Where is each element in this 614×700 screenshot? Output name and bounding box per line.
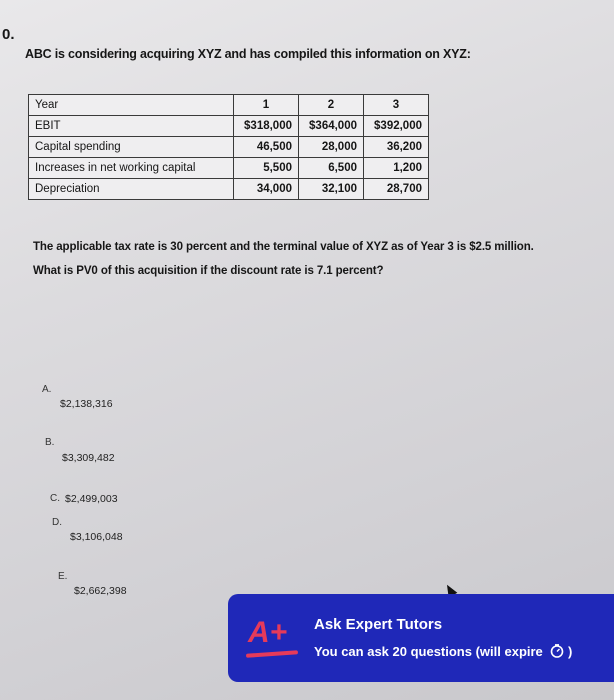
banner-title: Ask Expert Tutors xyxy=(314,616,443,633)
question-intro: ABC is considering acquiring XYZ and has compiled this information on XYZ: xyxy=(25,47,471,61)
cell-year2: 6,500 xyxy=(299,158,364,179)
cell-year1: $318,000 xyxy=(234,116,299,137)
option-d-value[interactable]: $3,106,048 xyxy=(70,531,123,543)
banner-subtitle xyxy=(314,644,572,659)
cell-year3: 1,200 xyxy=(364,158,429,179)
cell-year3: $392,000 xyxy=(364,116,429,137)
table-row xyxy=(29,95,429,116)
cell-year3: 28,700 xyxy=(364,179,429,200)
option-c-value[interactable]: $2,499,003 xyxy=(65,493,118,505)
banner-subtitle-text: You can ask 20 questions (will expire xyxy=(314,644,543,659)
row-label: EBIT xyxy=(29,116,234,137)
cell-year2: 2 xyxy=(299,95,364,116)
cell-year1: 5,500 xyxy=(234,158,299,179)
row-label: Year xyxy=(29,95,234,116)
table-row xyxy=(29,179,429,200)
logo-underline xyxy=(246,650,298,658)
table-row xyxy=(29,116,429,137)
row-label: Capital spending xyxy=(29,137,234,158)
cell-year2: 28,000 xyxy=(299,137,364,158)
cell-year3: 36,200 xyxy=(364,137,429,158)
question-number: 0. xyxy=(2,26,15,43)
timer-icon xyxy=(550,644,564,658)
close-paren: ) xyxy=(568,644,573,659)
table-row xyxy=(29,137,429,158)
cell-year3: 3 xyxy=(364,95,429,116)
ask-expert-tutors-banner[interactable] xyxy=(228,594,614,682)
option-e-value[interactable]: $2,662,398 xyxy=(74,585,127,597)
info-table xyxy=(28,94,429,200)
option-a-value[interactable]: $2,138,316 xyxy=(60,398,113,410)
option-b-letter[interactable]: B. xyxy=(45,437,55,448)
cell-year1: 46,500 xyxy=(234,137,299,158)
option-e-letter[interactable]: E. xyxy=(58,571,68,582)
option-b-value[interactable]: $3,309,482 xyxy=(62,452,115,464)
cell-year2: $364,000 xyxy=(299,116,364,137)
row-label: Depreciation xyxy=(29,179,234,200)
row-label: Increases in net working capital xyxy=(29,158,234,179)
cell-year1: 1 xyxy=(234,95,299,116)
question-prompt: What is PV0 of this acquisition if the discount rate is 7.1 percent? xyxy=(33,265,384,277)
table-row xyxy=(29,158,429,179)
a-plus-logo: A+ xyxy=(248,616,288,649)
tax-rate-statement: The applicable tax rate is 30 percent and the terminal value of XYZ as of Year 3 is $2.5 million. xyxy=(33,241,534,253)
cell-year1: 34,000 xyxy=(234,179,299,200)
option-d-letter[interactable]: D. xyxy=(52,517,62,528)
option-a-letter[interactable]: A. xyxy=(42,384,52,395)
cell-year2: 32,100 xyxy=(299,179,364,200)
option-c-letter[interactable]: C. xyxy=(50,493,60,504)
